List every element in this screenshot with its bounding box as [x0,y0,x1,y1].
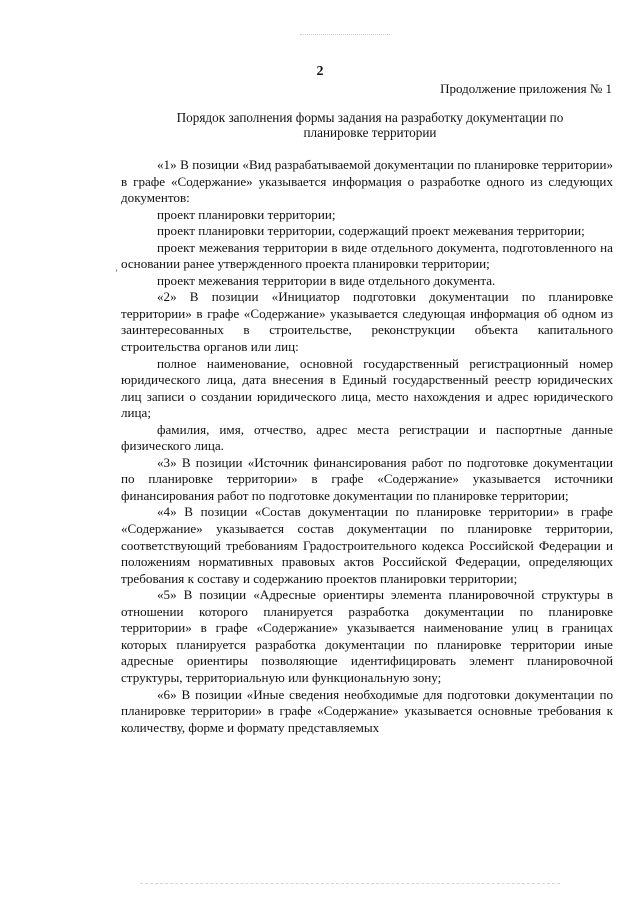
scan-artifact-top [300,34,390,35]
paragraph: «5» В позиции «Адресные ориентиры элемента планировочной структуры в отношении которого планируется разработка документации по планировке территории» в графе «Содержание» указывается наименование улиц в границах которых планируется разработка документации по планировке территории иные адресные ориентиры позволяющие идентифицировать элемент планировочной структуры, территориальную или функциональную зону; [121,587,613,685]
paragraph: проект планировки территории, содержащий проект межевания территории; [157,223,585,239]
paragraph: «4» В позиции «Состав документации по планировке территории» в графе «Содержание» указывается состав документации по планировке территории, соответствующий требованиям Градостроительного кодекса Российской Федерации и положениям нормативных правовых актов Российской Федерации, определяющих требования к составу и содержанию проектов планировки территории; [121,504,613,586]
page-title: Порядок заполнения формы задания на разработку документации по планировке территории [176,110,564,140]
paragraph: проект межевания территории в виде отдельного документа, подготовленного на основании ранее утвержденного проекта планировки территории; [121,239,613,272]
paragraph: «3» В позиции «Источник финансирования работ по подготовке документации по планировке территории» в графе «Содержание» указывается источники финансирования работ по подготовке документации по планировке территории; [121,454,613,503]
paragraph: «1» В позиции «Вид разрабатываемой документации по планировке территории» в графе «Содержание» указывается информация о разработке одного из следующих документов: [121,157,613,206]
appendix-label: Продолжение приложения № 1 [440,81,612,96]
paragraph: проект межевания территории в виде отдельного документа. [157,272,496,288]
paragraph: полное наименование, основной государственный регистрационный номер юридического лица, дата внесения в Единый государственный реестр юридических лиц записи о создании юридического лица, место нахождения и адрес юридического лица; [121,355,613,421]
margin-mark: ʼ [115,268,118,278]
document-body [121,157,613,736]
paragraph: «2» В позиции «Инициатор подготовки документации по планировке территории» в графе «Содержание» указывается следующая информация об одном из заинтересованных в строительстве, реконструкции объекта капитального строительства органов или лиц: [121,289,613,355]
paragraph: фамилия, имя, отчество, адрес места регистрации и паспортные данные физического лица. [121,421,613,454]
page-number: 2 [316,64,324,79]
paragraph: проект планировки территории; [157,206,336,222]
paragraph: «6» В позиции «Иные сведения необходимые для подготовки документации по планировке территории» в графе «Содержание» указывается основные требования к количеству, форме и формату представляемых [121,686,613,735]
scan-artifact-bottom [140,883,560,884]
